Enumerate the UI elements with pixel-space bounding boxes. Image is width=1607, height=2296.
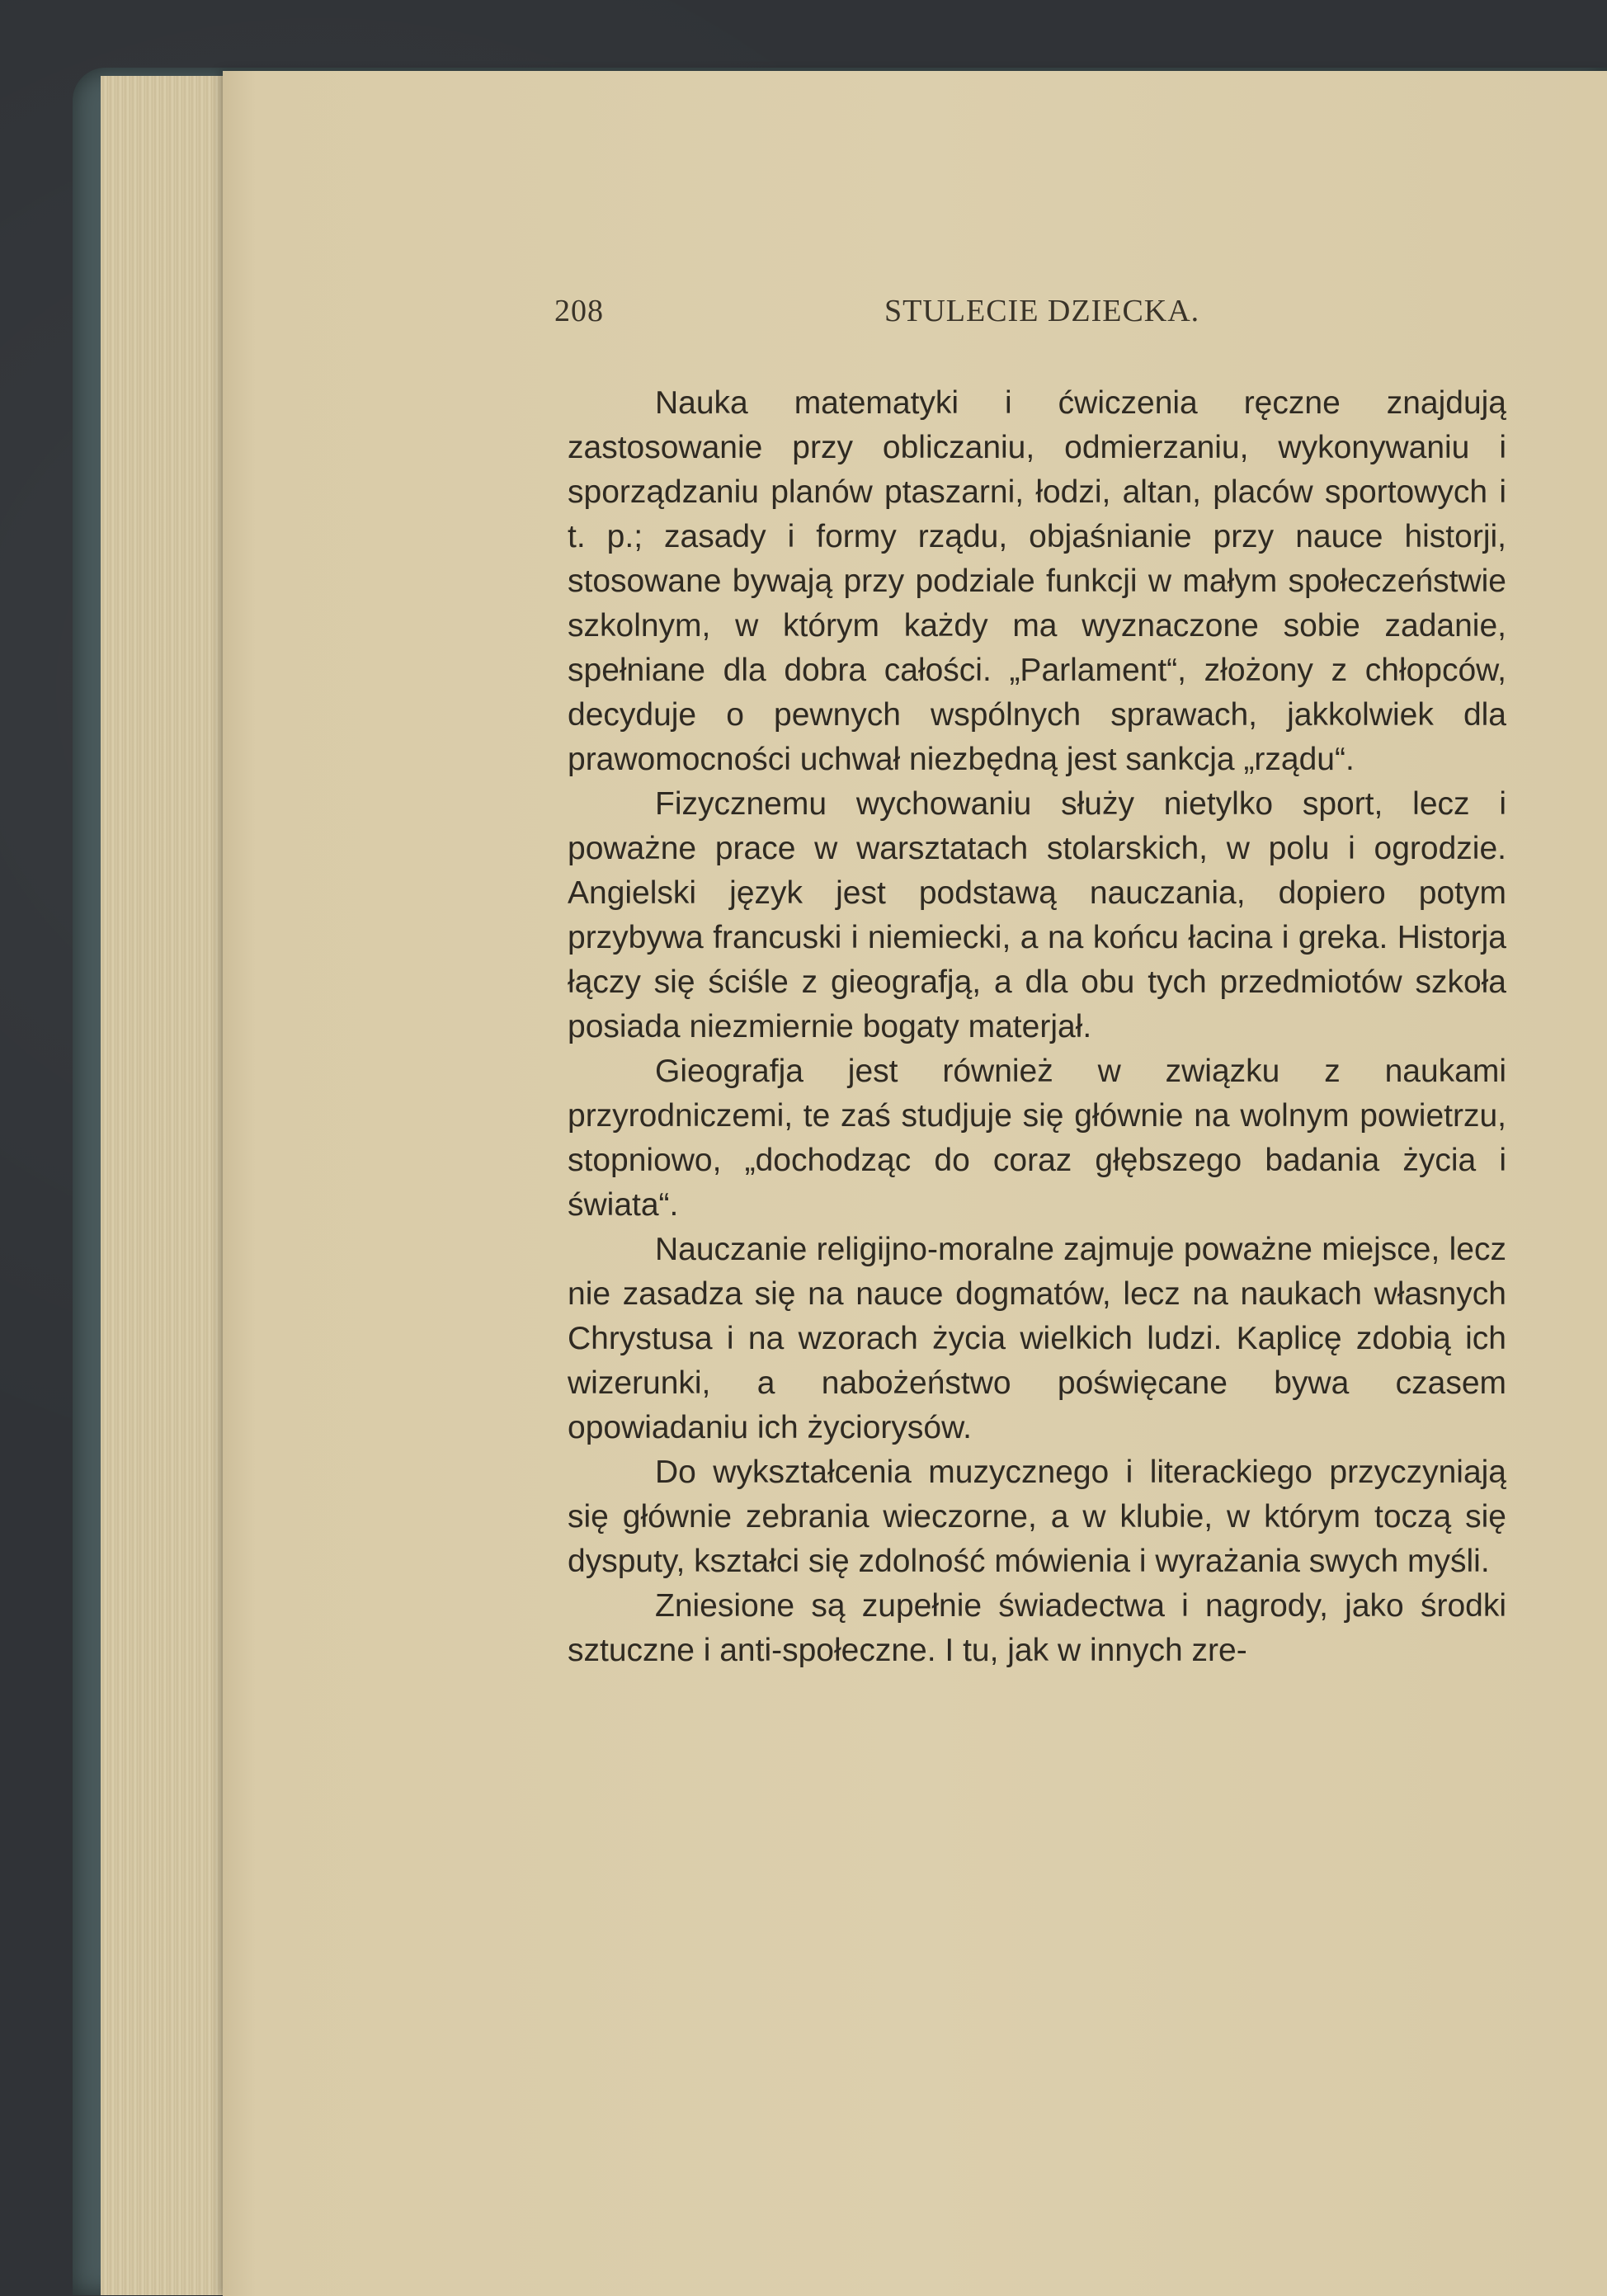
body-text <box>568 381 1506 1673</box>
running-title: STULECIE DZIECKA. <box>884 294 1200 328</box>
paragraph-3: Gieografja jest również w związku z naukami przyrodniczemi, te zaś studjuje się głównie na wolnym powietrzu, stopniowo, „dochodząc do coraz głębszego badania życia i świata“. <box>568 1054 1506 1223</box>
paragraph-1: Nauka matematyki i ćwiczenia ręczne znajdują zastosowanie przy obliczaniu, odmierzaniu, wykonywaniu i sporządzaniu planów ptaszarni, łodzi, altan, placów sportowych i t. p.; zasady i formy rządu, objaśnianie przy nauce historji, stosowane bywają przy podziale funkcji w małym społeczeństwie szkolnym, w którym każdy ma wyznaczone sobie zadanie, spełniane dla dobra całości. „Parlament“, złożony z chłopców, decyduje o pewnych wspólnych sprawach, jakkolwiek dla prawomocności uchwał niezbędną jest sankcja „rządu“. <box>568 385 1506 777</box>
page-edges <box>101 76 234 2295</box>
paragraph-6: Zniesione są zupełnie świadectwa i nagrody, jako środki sztuczne i anti-społeczne. I tu, jak w innych zre- <box>568 1588 1506 1668</box>
paragraph-2: Fizycznemu wychowaniu służy nietylko sport, lecz i poważne prace w warsztatach stolarskich, w polu i ogrodzie. Angielski język jest podstawą nauczania, dopiero potym przybywa francuski i niemiecki, a na końcu łacina i greka. Historja łączy się ściśle z gieografją, a dla obu tych przedmiotów szkoła posiada niezmiernie bogaty materjał. <box>568 786 1506 1044</box>
page-number: 208 <box>554 294 604 328</box>
running-head <box>554 293 1511 334</box>
paragraph-4: Nauczanie religijno-moralne zajmuje poważne miejsce, lecz nie zasadza się na nauce dogmatów, lecz na naukach własnych Chrystusa i na wzorach życia wielkich ludzi. Kaplicę zdobią ich wizerunki, a nabożeństwo poświęcane bywa czasem opowiadaniu ich życiorysów. <box>568 1232 1506 1445</box>
paragraph-5: Do wykształcenia muzycznego i literackiego przyczyniają się głównie zebrania wieczorne, a w klubie, w którym toczą się dysputy, kształci się zdolność mówienia i wyrażania swych myśli. <box>568 1454 1506 1579</box>
